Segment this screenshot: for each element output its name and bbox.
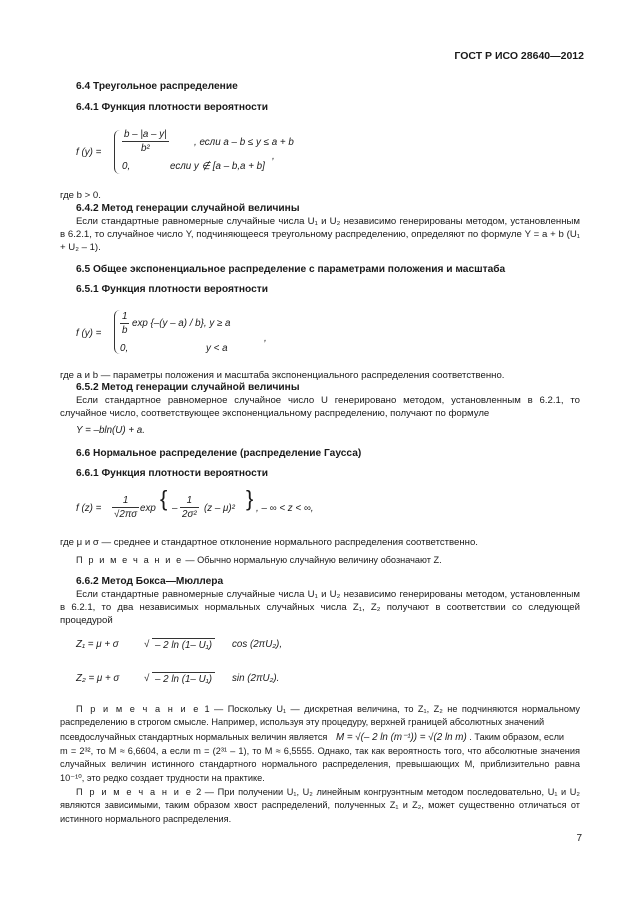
case2-value: 0, bbox=[120, 343, 129, 354]
frac2-numerator: 1 bbox=[180, 494, 199, 508]
sqrt-sign: √ bbox=[144, 639, 150, 650]
brace-left: { bbox=[160, 486, 168, 511]
section-6-6-1-title: 6.6.1 Функция плотности вероятности bbox=[76, 468, 269, 479]
z2-radicand: – 2 ln (1– U₁) bbox=[152, 672, 215, 686]
case1-denominator: b bbox=[122, 325, 128, 336]
section-6-5-where: где a и b — параметры положения и масштаба экспоненциального распределения соответственно. bbox=[60, 370, 505, 381]
section-6-4-2-title: 6.4.2 Метод генерации случайной величины bbox=[76, 203, 300, 214]
case1-expression: exp {–(y – a) / b}, y ≥ a bbox=[132, 318, 231, 329]
case2-condition: y < a bbox=[206, 343, 228, 354]
formula-exponential bbox=[60, 310, 580, 358]
note-1-part-b bbox=[60, 731, 580, 744]
formula-triangular bbox=[60, 128, 580, 178]
case1-condition: , если a – b ≤ y ≤ a + b bbox=[194, 137, 294, 148]
exp-text: exp bbox=[140, 503, 156, 514]
note-1-part-a bbox=[60, 703, 580, 730]
section-6-6-where: где μ и σ — среднее и стандартное отклонение нормального распределения соответственно. bbox=[60, 537, 478, 548]
case1-fraction bbox=[120, 310, 129, 337]
formula-lhs: f (z) = bbox=[76, 503, 102, 514]
frac1-denominator: √2πσ bbox=[114, 509, 138, 520]
formula-brace bbox=[114, 130, 120, 174]
formula-range: , – ∞ < z < ∞, bbox=[256, 503, 314, 514]
case1-denominator: b² bbox=[140, 143, 150, 154]
section-6-5-2-title: 6.5.2 Метод генерации случайной величины bbox=[76, 382, 300, 393]
section-6-4-1-title: 6.4.1 Функция плотности вероятности bbox=[76, 102, 269, 113]
formula-trail: , bbox=[272, 151, 275, 162]
frac1-numerator: 1 bbox=[112, 494, 139, 508]
sqrt-sign: √ bbox=[144, 673, 150, 684]
case1-numerator: 1 bbox=[122, 311, 128, 322]
section-6-4-where: где b > 0. bbox=[60, 190, 101, 201]
formula-case1-fraction bbox=[122, 128, 169, 155]
section-6-6-2-para: Если стандартные равномерные случайные числа U₁ и U₂ независимо генерированы методом, установленным в 6.2.1, то два независимых нормальных случайных числа Z₁, Z₂ получают в соответствии со следующей процедурой bbox=[60, 589, 580, 626]
case2-condition: если y ∉ [a – b,a + b] bbox=[170, 161, 265, 172]
frac2 bbox=[180, 494, 199, 521]
note1-text-b: псевдослучайных стандартных нормальных величин является bbox=[60, 732, 328, 742]
section-6-5-1-title: 6.5.1 Функция плотности вероятности bbox=[76, 284, 269, 295]
page-number: 7 bbox=[576, 833, 582, 844]
note1-label: П р и м е ч а н и е bbox=[76, 704, 201, 714]
note1-text-c: . Таким образом, если bbox=[469, 732, 565, 742]
frac1 bbox=[112, 494, 139, 521]
formula-lhs: f (y) = bbox=[76, 328, 102, 339]
note-text: — Обычно нормальную случайную величину обозначают Z. bbox=[182, 555, 442, 565]
formula-trail: , bbox=[264, 333, 267, 344]
note-1-part-d: m = 2³², то M ≈ 6,6604, а если m = (2³¹ – 1), то M ≈ 6,5555. Однако, так как вероятность того, что абсолютные значения случайных величин истинного стандартного нормального распределения, превышающих M, приблизительно равна 10⁻¹⁰, это редко создает трудности на практике. bbox=[60, 746, 580, 783]
note-2 bbox=[60, 786, 580, 826]
note-label: П р и м е ч а н и е bbox=[76, 555, 183, 565]
note-normal bbox=[60, 554, 596, 567]
section-6-4-title: 6.4 Треугольное распределение bbox=[76, 81, 238, 92]
formula-lhs: f (y) = bbox=[76, 147, 102, 158]
minus-sign: – bbox=[172, 503, 178, 514]
section-6-5-2-para: Если стандартное равномерное случайное число U генерировано методом, установленным в 6.2.1, то случайное число, соответствующее экспоненциальному распределению, получают по формуле bbox=[60, 395, 580, 419]
document-header: ГОСТ Р ИСО 28640—2012 bbox=[454, 50, 584, 62]
note1-text-a: 1 — Поскольку U₁ — дискретная величина, то Z₁, Z₂ не подчиняются нормальному распределению в строгом смысле. Например, используя эту процедуру, верхней границей абсолютных значений bbox=[60, 704, 580, 728]
case1-numerator: b – |a – y| bbox=[124, 129, 167, 140]
section-6-4-2-para: Если стандартные равномерные случайные числа U₁ и U₂ независимо генерированы методом, установленным в 6.2.1, то случайное число Y, подчиняющееся треугольному распределению, определяют по формуле Y = a + b (U₁ + U₂ – 1). bbox=[60, 216, 580, 253]
z1-lhs: Z₁ = μ + σ bbox=[76, 639, 119, 650]
z1-radicand: – 2 ln (1– U₁) bbox=[152, 638, 215, 652]
formula-exp-generation: Y = –bln(U) + a. bbox=[76, 425, 145, 436]
z2-tail: sin (2πU₂). bbox=[232, 673, 280, 684]
exp-tail: (z – μ)² bbox=[204, 503, 235, 514]
z2-lhs: Z₂ = μ + σ bbox=[76, 673, 120, 684]
section-6-5-title: 6.5 Общее экспоненциальное распределение с параметрами положения и масштаба bbox=[76, 264, 506, 275]
z1-tail: cos (2πU₂), bbox=[232, 639, 283, 650]
note2-label: П р и м е ч а н и е bbox=[76, 787, 193, 797]
section-6-6-2-title: 6.6.2 Метод Бокса—Мюллера bbox=[76, 576, 224, 587]
frac2-denominator: 2σ² bbox=[182, 509, 197, 520]
case2-value: 0, bbox=[122, 161, 131, 172]
note1-formula: M = √(– 2 ln (m⁻¹)) = √(2 ln m) bbox=[335, 732, 467, 743]
section-6-6-title: 6.6 Нормальное распределение (распределение Гаусса) bbox=[76, 448, 362, 459]
brace-right: } bbox=[246, 486, 254, 511]
formula-normal bbox=[60, 486, 580, 528]
note2-text: 2 — При получении U₁, U₂ линейным конгруэнтным методом последовательно, U₁ и U₂ являются зависимыми, таким образом хвост распределений, полученных Z₁ и Z₂, может существенно отличаться от истинного нормального распределения. bbox=[60, 787, 580, 824]
